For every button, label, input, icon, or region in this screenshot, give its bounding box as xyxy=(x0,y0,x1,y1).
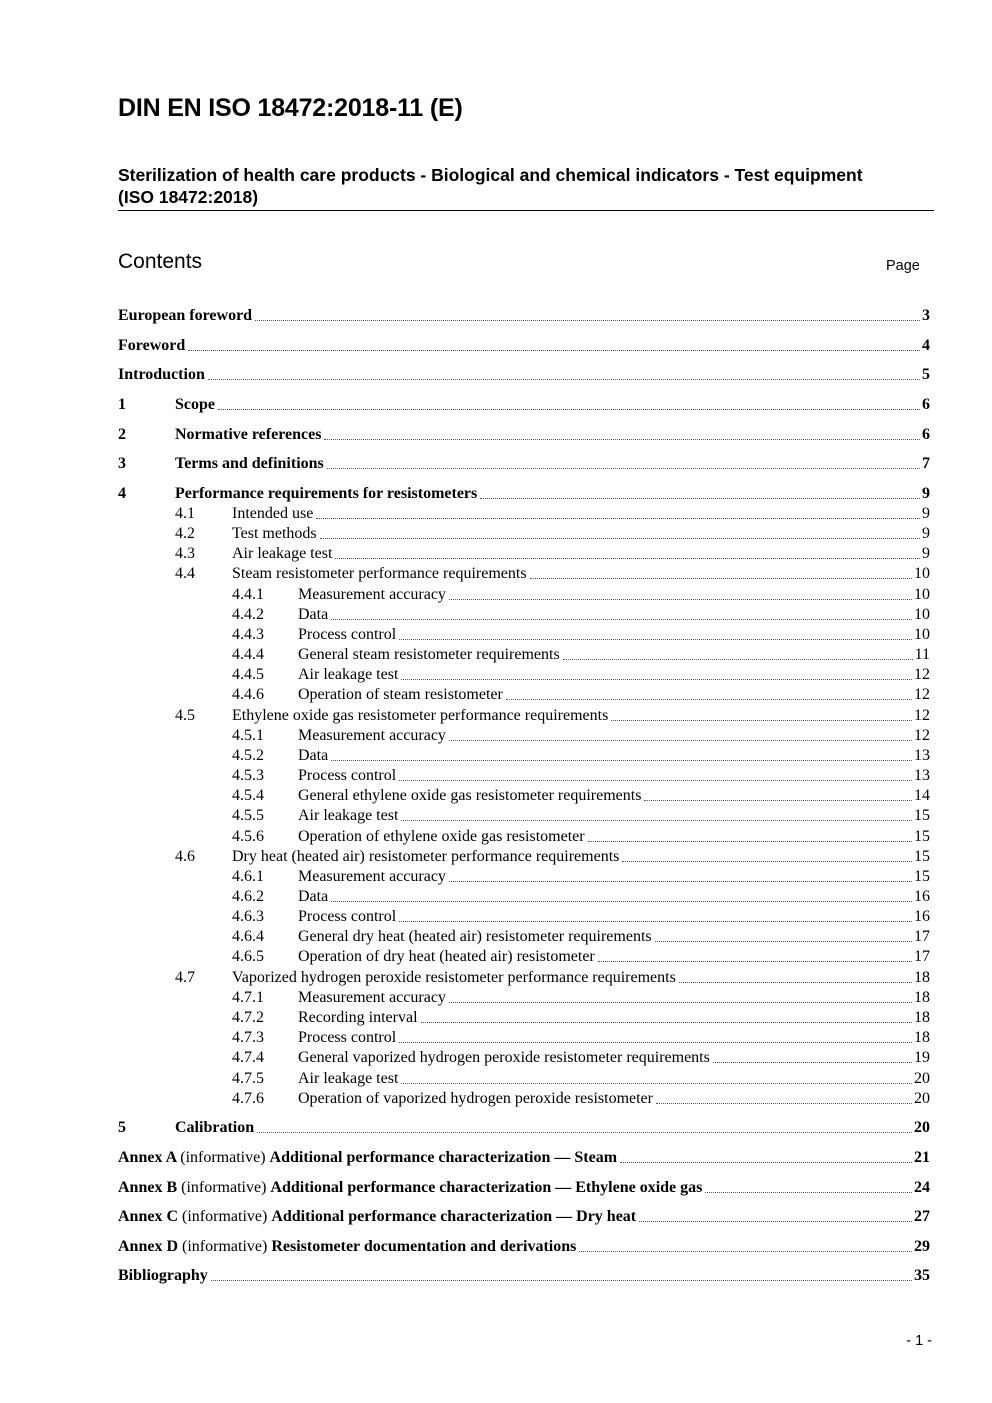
toc-leader-dots xyxy=(588,841,912,842)
toc-leader-dots xyxy=(644,800,912,801)
toc-entry-title[interactable]: Steam resistometer performance requirements xyxy=(232,565,527,582)
toc-entry-number: 4.4.1 xyxy=(232,586,264,603)
toc-page-number: 27 xyxy=(914,1208,930,1225)
toc-entry-number: 4.6.5 xyxy=(232,948,264,965)
toc-entry-title[interactable]: Scope xyxy=(175,396,215,413)
toc-page-number: 6 xyxy=(922,396,930,413)
toc-page-number: 13 xyxy=(914,747,930,764)
toc-entry[interactable] xyxy=(0,806,992,826)
toc-entry[interactable] xyxy=(0,907,992,927)
toc-entry-number: 4.7.6 xyxy=(232,1090,264,1107)
toc-page-number: 14 xyxy=(914,787,930,804)
toc-entry-title[interactable]: Measurement accuracy xyxy=(298,727,446,744)
toc-entry-title[interactable]: Measurement accuracy xyxy=(298,989,446,1006)
toc-leader-dots xyxy=(622,861,912,862)
toc-entry[interactable] xyxy=(0,1237,992,1257)
toc-entry[interactable] xyxy=(0,1089,992,1109)
toc-page-number: 29 xyxy=(914,1238,930,1255)
toc-entry[interactable] xyxy=(0,1048,992,1068)
toc-entry[interactable] xyxy=(0,665,992,685)
document-id: DIN EN ISO 18472:2018-11 (E) xyxy=(118,94,463,122)
toc-page-number: 18 xyxy=(914,989,930,1006)
toc-entry[interactable] xyxy=(0,827,992,847)
toc-page-number: 11 xyxy=(914,646,930,663)
toc-entry[interactable] xyxy=(0,425,992,445)
toc-entry-title[interactable]: Recording interval xyxy=(298,1009,418,1026)
toc-leader-dots xyxy=(579,1251,912,1252)
toc-entry-number: 4.4 xyxy=(175,565,195,582)
toc-entry-title[interactable]: General steam resistometer requirements xyxy=(298,646,560,663)
toc-entry-number: 4.7.1 xyxy=(232,989,264,1006)
toc-entry-title[interactable]: Annex C (informative) Additional performance characterization — Dry heat xyxy=(118,1208,637,1225)
toc-leader-dots xyxy=(331,901,912,902)
toc-leader-dots xyxy=(399,1042,912,1043)
toc-entry-number: 4.7 xyxy=(175,969,195,986)
toc-entry-title[interactable]: Introduction xyxy=(118,366,205,383)
toc-leader-dots xyxy=(713,1062,912,1063)
toc-entry[interactable] xyxy=(0,524,992,544)
toc-entry-number: 4.4.4 xyxy=(232,646,264,663)
toc-entry-title[interactable]: Air leakage test xyxy=(232,545,333,562)
toc-leader-dots xyxy=(401,1083,912,1084)
toc-entry[interactable] xyxy=(0,625,992,645)
toc-entry[interactable] xyxy=(0,484,992,504)
toc-entry-title[interactable]: Air leakage test xyxy=(298,1070,399,1087)
page-number: - 1 - xyxy=(906,1333,932,1349)
toc-page-number: 18 xyxy=(914,1029,930,1046)
toc-page-number: 18 xyxy=(914,969,930,986)
contents-heading: Contents xyxy=(118,250,203,273)
toc-entry-number: 4.7.4 xyxy=(232,1049,264,1066)
toc-entry-title[interactable]: Operation of steam resistometer xyxy=(298,686,503,703)
toc-entry-title[interactable]: Data xyxy=(298,606,329,623)
toc-leader-dots xyxy=(563,659,913,660)
toc-page-number: 18 xyxy=(914,1009,930,1026)
toc-entry-number: 4.6.1 xyxy=(232,868,264,885)
toc-leader-dots xyxy=(327,468,920,469)
toc-leader-dots xyxy=(218,409,920,410)
toc-entry[interactable] xyxy=(0,1178,992,1198)
toc-entry-title[interactable]: Process control xyxy=(298,626,397,643)
toc-page-number: 10 xyxy=(914,565,930,582)
toc-entry-title[interactable]: Annex B (informative) Additional performance characterization — Ethylene oxide gas xyxy=(118,1179,703,1196)
toc-entry[interactable] xyxy=(0,1266,992,1286)
toc-entry-number: 4.6 xyxy=(175,848,195,865)
toc-page-number: 35 xyxy=(914,1267,930,1284)
toc-page-number: 5 xyxy=(922,366,930,383)
toc-entry-title[interactable]: Calibration xyxy=(175,1119,255,1136)
toc-entry[interactable] xyxy=(0,867,992,887)
toc-page-number: 4 xyxy=(922,337,930,354)
toc-entry[interactable] xyxy=(0,947,992,967)
toc-entry-title[interactable]: Process control xyxy=(298,908,397,925)
toc-entry-number: 4.5 xyxy=(175,707,195,724)
toc-entry-title[interactable]: Data xyxy=(298,888,329,905)
toc-page-number: 10 xyxy=(914,586,930,603)
toc-leader-dots xyxy=(449,740,912,741)
toc-entry-title[interactable]: European foreword xyxy=(118,307,253,324)
toc-page-number: 15 xyxy=(914,807,930,824)
toc-leader-dots xyxy=(421,1022,912,1023)
toc-leader-dots xyxy=(705,1192,912,1193)
toc-leader-dots xyxy=(679,982,912,983)
toc-leader-dots xyxy=(655,941,912,942)
toc-leader-dots xyxy=(656,1103,912,1104)
toc-entry-number: 4.6.2 xyxy=(232,888,264,905)
toc-entry-number: 4 xyxy=(118,485,126,502)
toc-entry-title[interactable]: Measurement accuracy xyxy=(298,586,446,603)
toc-page-number: 20 xyxy=(914,1090,930,1107)
toc-page-number: 12 xyxy=(914,707,930,724)
toc-entry-title[interactable]: Normative references xyxy=(175,426,322,443)
toc-leader-dots xyxy=(399,639,912,640)
toc-page-number: 19 xyxy=(914,1049,930,1066)
toc-entry-title[interactable]: Air leakage test xyxy=(298,666,399,683)
toc-page-number: 10 xyxy=(914,626,930,643)
toc-page-number: 12 xyxy=(914,727,930,744)
toc-entry-title[interactable]: Measurement accuracy xyxy=(298,868,446,885)
toc-leader-dots xyxy=(211,1280,912,1281)
toc-entry[interactable] xyxy=(0,504,992,524)
toc-entry-title[interactable]: General ethylene oxide gas resistometer requirements xyxy=(298,787,642,804)
toc-entry-number: 4.7.5 xyxy=(232,1070,264,1087)
toc-leader-dots xyxy=(316,518,920,519)
toc-page-number: 20 xyxy=(914,1070,930,1087)
toc-page-number: 15 xyxy=(914,828,930,845)
toc-leader-dots xyxy=(530,578,912,579)
toc-page-number: 17 xyxy=(914,948,930,965)
toc-page-number: 7 xyxy=(922,455,930,472)
toc-entry-number: 4.5.2 xyxy=(232,747,264,764)
toc-leader-dots xyxy=(399,780,912,781)
toc-page-number: 16 xyxy=(914,908,930,925)
toc-entry-title[interactable]: Operation of ethylene oxide gas resistometer xyxy=(298,828,585,845)
toc-entry[interactable] xyxy=(0,847,992,867)
toc-entry[interactable] xyxy=(0,746,992,766)
toc-entry[interactable] xyxy=(0,1069,992,1089)
toc-page-number: 3 xyxy=(922,307,930,324)
toc-entry-title[interactable]: Terms and definitions xyxy=(175,455,324,472)
toc-entry[interactable] xyxy=(0,685,992,705)
toc-leader-dots xyxy=(399,921,912,922)
toc-entry-number: 4.5.6 xyxy=(232,828,264,845)
toc-leader-dots xyxy=(639,1221,912,1222)
toc-leader-dots xyxy=(331,760,912,761)
toc-page-number: 9 xyxy=(922,525,930,542)
toc-entry-title[interactable]: Annex A (informative) Additional performance characterization — Steam xyxy=(118,1149,618,1166)
toc-leader-dots xyxy=(335,558,920,559)
toc-page-number: 21 xyxy=(914,1149,930,1166)
toc-entry[interactable] xyxy=(0,1008,992,1028)
toc-entry[interactable] xyxy=(0,544,992,564)
toc-entry-title[interactable]: Foreword xyxy=(118,337,186,354)
toc-entry-number: 4.6.3 xyxy=(232,908,264,925)
toc-entry[interactable] xyxy=(0,766,992,786)
toc-leader-dots xyxy=(480,498,920,499)
toc-leader-dots xyxy=(449,881,912,882)
toc-entry-title[interactable]: Air leakage test xyxy=(298,807,399,824)
toc-entry-title[interactable]: General vaporized hydrogen peroxide resistometer requirements xyxy=(298,1049,710,1066)
toc-entry[interactable] xyxy=(0,585,992,605)
toc-page-number: 10 xyxy=(914,606,930,623)
toc-entry-number: 2 xyxy=(118,426,126,443)
toc-leader-dots xyxy=(188,350,920,351)
toc-entry-number: 4.5.3 xyxy=(232,767,264,784)
toc-entry-number: 4.4.6 xyxy=(232,686,264,703)
toc-entry-number: 4.4.3 xyxy=(232,626,264,643)
toc-entry[interactable] xyxy=(0,645,992,665)
toc-entry[interactable] xyxy=(0,927,992,947)
toc-entry-number: 4.7.2 xyxy=(232,1009,264,1026)
toc-page-number: 24 xyxy=(914,1179,930,1196)
toc-entry-number: 4.7.3 xyxy=(232,1029,264,1046)
toc-entry-number: 4.1 xyxy=(175,505,195,522)
toc-leader-dots xyxy=(324,439,920,440)
toc-entry[interactable] xyxy=(0,887,992,907)
toc-entry[interactable] xyxy=(0,564,992,584)
toc-entry-title[interactable]: Operation of dry heat (heated air) resistometer xyxy=(298,948,595,965)
toc-entry-title[interactable]: Dry heat (heated air) resistometer performance requirements xyxy=(232,848,620,865)
toc-entry-number: 4.4.5 xyxy=(232,666,264,683)
toc-entry-number: 4.5.4 xyxy=(232,787,264,804)
toc-entry-title[interactable]: Intended use xyxy=(232,505,314,522)
toc-entry-number: 4.5.5 xyxy=(232,807,264,824)
toc-page-number: 9 xyxy=(922,545,930,562)
toc-page-number: 20 xyxy=(914,1119,930,1136)
toc-entry[interactable] xyxy=(0,365,992,385)
toc-entry-title[interactable]: Ethylene oxide gas resistometer performance requirements xyxy=(232,707,609,724)
toc-entry[interactable] xyxy=(0,395,992,415)
toc-page-number: 15 xyxy=(914,848,930,865)
toc-entry-title[interactable]: Annex D (informative) Resistometer documentation and derivations xyxy=(118,1238,577,1255)
toc-leader-dots xyxy=(620,1162,912,1163)
document-title: Sterilization of health care products - Biological and chemical indicators - Test equipment (ISO 18472:2018) xyxy=(118,165,863,207)
toc-entry-title[interactable]: Operation of vaporized hydrogen peroxide resistometer xyxy=(298,1090,653,1107)
toc-entry-number: 4.5.1 xyxy=(232,727,264,744)
toc-entry-number: 3 xyxy=(118,455,126,472)
toc-entry-number: 4.4.2 xyxy=(232,606,264,623)
toc-entry-number: 4.2 xyxy=(175,525,195,542)
toc-page-number: 17 xyxy=(914,928,930,945)
toc-leader-dots xyxy=(506,699,912,700)
toc-page-number: 6 xyxy=(922,426,930,443)
toc-page-number: 13 xyxy=(914,767,930,784)
toc-leader-dots xyxy=(257,1132,912,1133)
toc-entry[interactable] xyxy=(0,786,992,806)
toc-entry-title[interactable]: Data xyxy=(298,747,329,764)
toc-entry-number: 5 xyxy=(118,1119,126,1136)
toc-entry-number: 1 xyxy=(118,396,126,413)
toc-leader-dots xyxy=(401,820,912,821)
toc-entry[interactable] xyxy=(0,336,992,356)
toc-entry-title[interactable]: Process control xyxy=(298,1029,397,1046)
toc-page-number: 16 xyxy=(914,888,930,905)
toc-page-number: 9 xyxy=(922,505,930,522)
toc-page-number: 15 xyxy=(914,868,930,885)
toc-entry[interactable] xyxy=(0,706,992,726)
toc-leader-dots xyxy=(401,679,912,680)
toc-entry-number: 4.6.4 xyxy=(232,928,264,945)
toc-entry-title[interactable]: General dry heat (heated air) resistometer requirements xyxy=(298,928,652,945)
toc-entry-title[interactable]: Test methods xyxy=(232,525,317,542)
toc-page-number: 12 xyxy=(914,686,930,703)
toc-entry[interactable] xyxy=(0,726,992,746)
toc-entry-title[interactable]: Vaporized hydrogen peroxide resistometer performance requirements xyxy=(232,969,676,986)
toc-leader-dots xyxy=(598,961,912,962)
toc-leader-dots xyxy=(331,619,912,620)
toc-entry[interactable] xyxy=(0,454,992,474)
toc-entry[interactable] xyxy=(0,1207,992,1227)
toc-leader-dots xyxy=(208,379,920,380)
toc-leader-dots xyxy=(255,320,920,321)
toc-entry[interactable] xyxy=(0,1028,992,1048)
toc-entry[interactable] xyxy=(0,988,992,1008)
toc-entry[interactable] xyxy=(0,1148,992,1168)
toc-entry[interactable] xyxy=(0,306,992,326)
toc-page-number: 12 xyxy=(914,666,930,683)
toc-entry-title[interactable]: Process control xyxy=(298,767,397,784)
page-column-label: Page xyxy=(886,258,920,274)
toc-page-number: 9 xyxy=(922,485,930,502)
toc-entry[interactable] xyxy=(0,605,992,625)
toc-leader-dots xyxy=(611,720,912,721)
toc-entry[interactable] xyxy=(0,968,992,988)
toc-leader-dots xyxy=(449,1002,912,1003)
toc-entry[interactable] xyxy=(0,1118,992,1138)
toc-entry-title[interactable]: Bibliography xyxy=(118,1267,208,1284)
toc-entry-number: 4.3 xyxy=(175,545,195,562)
toc-entry-title[interactable]: Performance requirements for resistometers xyxy=(175,485,478,502)
toc-leader-dots xyxy=(320,538,920,539)
toc-leader-dots xyxy=(449,599,912,600)
